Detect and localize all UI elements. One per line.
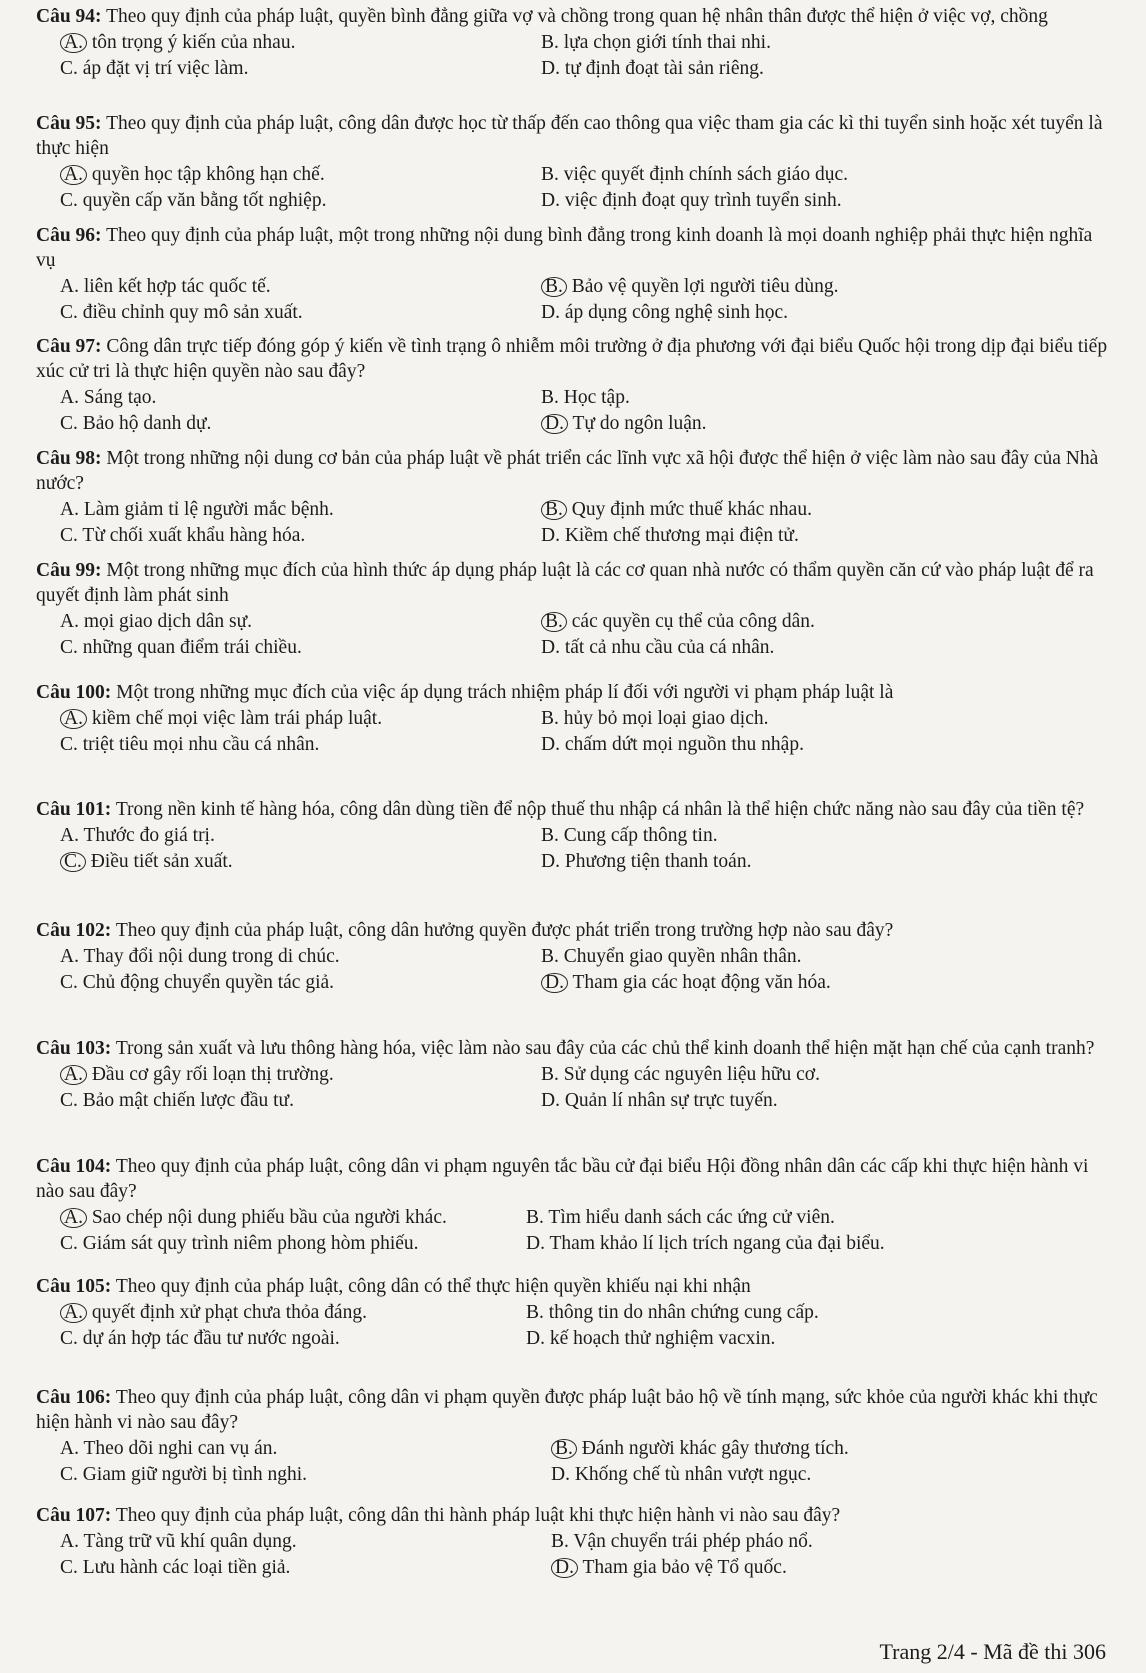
option-c: C. Điều tiết sản xuất. bbox=[36, 849, 541, 875]
question-99 bbox=[36, 558, 1112, 661]
option-a: A. liên kết hợp tác quốc tế. bbox=[60, 276, 271, 297]
option-b: B. thông tin do nhân chứng cung cấp. bbox=[526, 1302, 819, 1323]
option-a: A. tôn trọng ý kiến của nhau. bbox=[36, 30, 541, 56]
option-a: A. Thước đo giá trị. bbox=[60, 825, 215, 846]
question-stem: Câu 94: Theo quy định của pháp luật, quyền bình đẳng giữa vợ và chồng trong quan hệ nhân thân được thể hiện ở việc vợ, chồng bbox=[36, 6, 1048, 27]
option-b: B. Bảo vệ quyền lợi người tiêu dùng. bbox=[541, 274, 1101, 300]
question-104 bbox=[36, 1154, 1112, 1257]
question-96 bbox=[36, 223, 1112, 326]
question-stem: Câu 96: Theo quy định của pháp luật, một trong những nội dung bình đẳng trong kinh doanh là mọi doanh nghiệp phải thực hiện nghĩa vụ bbox=[36, 225, 1093, 271]
option-d: D. kế hoạch thử nghiệm vacxin. bbox=[526, 1328, 776, 1349]
option-d: D. Khống chế tù nhân vượt ngục. bbox=[551, 1464, 812, 1485]
question-stem: Câu 98: Một trong những nội dung cơ bản của pháp luật về phát triển các lĩnh vực xã hội được thể hiện ở việc làm nào sau đây của Nhà nước? bbox=[36, 448, 1099, 494]
option-a: A. mọi giao dịch dân sự. bbox=[60, 611, 253, 632]
question-stem: Câu 101: Trong nền kinh tế hàng hóa, công dân dùng tiền để nộp thuế thu nhập cá nhân là thể hiện chức năng nào sau đây của tiền tệ? bbox=[36, 799, 1085, 820]
option-a: A. kiềm chế mọi việc làm trái pháp luật. bbox=[36, 706, 541, 732]
option-b: B. việc quyết định chính sách giáo dục. bbox=[541, 164, 849, 185]
question-stem: Câu 105: Theo quy định của pháp luật, công dân có thể thực hiện quyền khiếu nại khi nhận bbox=[36, 1276, 751, 1297]
question-stem: Câu 107: Theo quy định của pháp luật, công dân thi hành pháp luật khi thực hiện hành vi nào sau đây? bbox=[36, 1505, 841, 1526]
option-a: A. Theo dõi nghi can vụ án. bbox=[60, 1438, 278, 1459]
option-b: B. Học tập. bbox=[541, 387, 630, 408]
option-d: D. chấm dứt mọi nguồn thu nhập. bbox=[541, 734, 804, 755]
option-d: D. Quản lí nhân sự trực tuyến. bbox=[541, 1090, 778, 1111]
option-c: C. quyền cấp văn bằng tốt nghiệp. bbox=[60, 190, 327, 211]
question-stem: Câu 103: Trong sản xuất và lưu thông hàng hóa, việc làm nào sau đây của các chủ thể kinh doanh thể hiện mặt hạn chế của cạnh tranh? bbox=[36, 1038, 1095, 1059]
option-c: C. những quan điểm trái chiều. bbox=[60, 637, 302, 658]
option-a: A. Tàng trữ vũ khí quân dụng. bbox=[60, 1531, 297, 1552]
option-c: C. triệt tiêu mọi nhu cầu cá nhân. bbox=[60, 734, 320, 755]
option-d: D. Kiềm chế thương mại điện tử. bbox=[541, 525, 799, 546]
option-b: B. các quyền cụ thể của công dân. bbox=[541, 609, 1101, 635]
option-c: C. Bảo mật chiến lược đầu tư. bbox=[60, 1090, 294, 1111]
option-c: C. Lưu hành các loại tiền giả. bbox=[60, 1557, 291, 1578]
option-d: D. Tham gia bảo vệ Tổ quốc. bbox=[551, 1555, 1101, 1581]
question-stem: Câu 104: Theo quy định của pháp luật, công dân vi phạm nguyên tắc bầu cử đại biểu Hội đồng nhân dân các cấp khi thực hiện hành vi nào sau đây? bbox=[36, 1156, 1089, 1202]
option-d: D. Phương tiện thanh toán. bbox=[541, 851, 752, 872]
option-d: D. tất cả nhu cầu của cá nhân. bbox=[541, 637, 775, 658]
question-101 bbox=[36, 797, 1112, 875]
option-b: B. Vận chuyển trái phép pháo nổ. bbox=[551, 1531, 813, 1552]
option-d: D. Tham khảo lí lịch trích ngang của đại biểu. bbox=[526, 1233, 885, 1254]
option-a: A. quyết định xử phạt chưa thỏa đáng. bbox=[36, 1300, 526, 1326]
option-a: A. Đầu cơ gây rối loạn thị trường. bbox=[36, 1062, 541, 1088]
question-stem: Câu 95: Theo quy định của pháp luật, công dân được học từ thấp đến cao thông qua việc tham gia các kì thi tuyển sinh hoặc xét tuyển là thực hiện bbox=[36, 113, 1103, 159]
option-b: B. Cung cấp thông tin. bbox=[541, 825, 718, 846]
question-stem: Câu 100: Một trong những mục đích của việc áp dụng trách nhiệm pháp lí đối với người vi phạm pháp luật là bbox=[36, 682, 894, 703]
option-c: C. Bảo hộ danh dự. bbox=[60, 413, 212, 434]
page-footer: Trang 2/4 - Mã đề thi 306 bbox=[879, 1639, 1106, 1664]
option-a: A. Sáng tạo. bbox=[60, 387, 157, 408]
option-d: D. Tự do ngôn luận. bbox=[541, 411, 1101, 437]
question-stem: Câu 97: Công dân trực tiếp đóng góp ý kiến về tình trạng ô nhiễm môi trường ở địa phương với đại biểu Quốc hội trong dịp đại biểu tiếp xúc cử tri là thực hiện quyền nào sau đây? bbox=[36, 336, 1108, 382]
option-b: B. Chuyển giao quyền nhân thân. bbox=[541, 946, 802, 967]
option-a: A. Làm giảm tỉ lệ người mắc bệnh. bbox=[60, 499, 334, 520]
question-100 bbox=[36, 680, 1112, 758]
option-d: D. Tham gia các hoạt động văn hóa. bbox=[541, 970, 1101, 996]
question-102 bbox=[36, 918, 1112, 996]
option-c: C. Giám sát quy trình niêm phong hòm phiếu. bbox=[60, 1233, 419, 1254]
option-c: C. Giam giữ người bị tình nghi. bbox=[60, 1464, 308, 1485]
option-b: B. Sử dụng các nguyên liệu hữu cơ. bbox=[541, 1064, 820, 1085]
option-c: C. Từ chối xuất khẩu hàng hóa. bbox=[60, 525, 306, 546]
option-b: B. Tìm hiểu danh sách các ứng cử viên. bbox=[526, 1207, 835, 1228]
option-d: D. việc định đoạt quy trình tuyển sinh. bbox=[541, 190, 842, 211]
option-c: C. điều chỉnh quy mô sản xuất. bbox=[60, 302, 303, 323]
option-d: D. tự định đoạt tài sản riêng. bbox=[541, 58, 764, 79]
option-c: C. áp đặt vị trí việc làm. bbox=[60, 58, 249, 79]
option-d: D. áp dụng công nghệ sinh học. bbox=[541, 302, 788, 323]
question-97 bbox=[36, 334, 1112, 437]
question-stem: Câu 106: Theo quy định của pháp luật, công dân vi phạm quyền được pháp luật bảo hộ về tính mạng, sức khỏe của người khác khi thực hiện hành vi nào sau đây? bbox=[36, 1387, 1098, 1433]
option-b: B. Quy định mức thuế khác nhau. bbox=[541, 497, 1101, 523]
question-94 bbox=[36, 4, 1112, 82]
question-103 bbox=[36, 1036, 1112, 1114]
question-stem: Câu 102: Theo quy định của pháp luật, công dân hưởng quyền được phát triển trong trường hợp nào sau đây? bbox=[36, 920, 894, 941]
option-c: C. Chủ động chuyển quyền tác giả. bbox=[60, 972, 335, 993]
option-c: C. dự án hợp tác đầu tư nước ngoài. bbox=[60, 1328, 340, 1349]
question-105 bbox=[36, 1274, 1112, 1352]
option-a: A. Sao chép nội dung phiếu bầu của người khác. bbox=[36, 1205, 526, 1231]
question-107 bbox=[36, 1503, 1112, 1581]
option-b: B. Đánh người khác gây thương tích. bbox=[551, 1436, 1101, 1462]
question-106 bbox=[36, 1385, 1112, 1488]
question-stem: Câu 99: Một trong những mục đích của hình thức áp dụng pháp luật là các cơ quan nhà nước có thẩm quyền căn cứ vào pháp luật để ra quyết định làm phát sinh bbox=[36, 560, 1094, 606]
question-95 bbox=[36, 111, 1112, 214]
option-b: B. hủy bỏ mọi loại giao dịch. bbox=[541, 708, 769, 729]
option-a: A. quyền học tập không hạn chế. bbox=[36, 162, 541, 188]
question-98 bbox=[36, 446, 1112, 549]
option-b: B. lựa chọn giới tính thai nhi. bbox=[541, 32, 771, 53]
option-a: A. Thay đổi nội dung trong di chúc. bbox=[60, 946, 340, 967]
